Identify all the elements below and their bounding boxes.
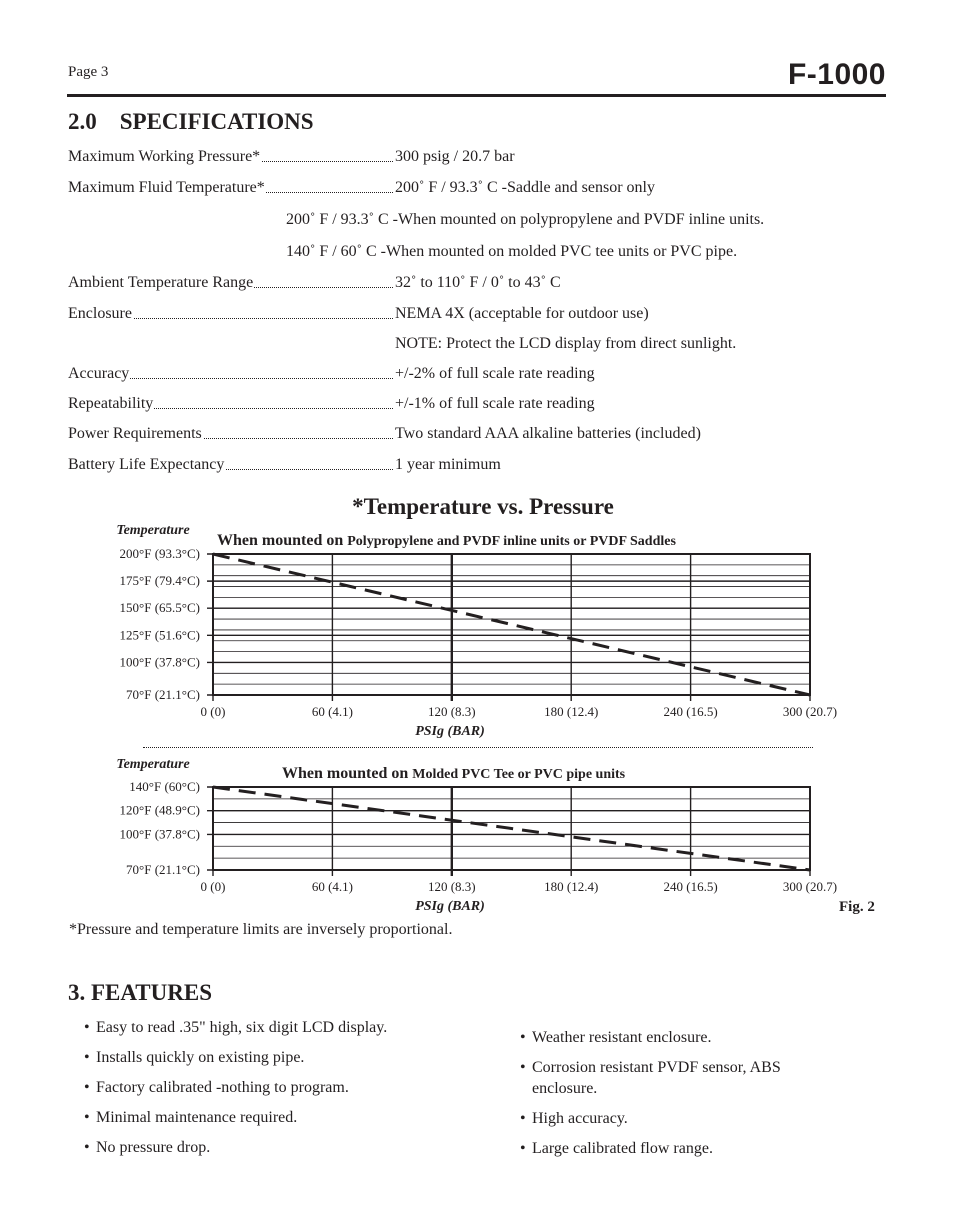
spec-label: Power Requirements bbox=[68, 423, 203, 445]
bullet-icon: • bbox=[84, 1079, 90, 1096]
spec-row bbox=[68, 454, 868, 476]
bullet-icon: • bbox=[520, 1029, 526, 1046]
feature-item bbox=[84, 1137, 504, 1158]
x-tick-label: 60 (4.1) bbox=[311, 704, 353, 719]
feature-item bbox=[84, 1077, 504, 1098]
chart-subtitle-rest: Molded PVC Tee or PVC pipe units bbox=[412, 767, 626, 782]
feature-text: Corrosion resistant PVDF sensor, ABS enclosure. bbox=[532, 1059, 781, 1097]
spec-label: Battery Life Expectancy bbox=[68, 454, 225, 476]
spec-label: Repeatability bbox=[68, 393, 154, 415]
spec-value: +/-1% of full scale rate reading bbox=[395, 395, 595, 412]
figure-title: *Temperature vs. Pressure bbox=[352, 494, 614, 519]
y-tick-label: 100°F (37.8°C) bbox=[119, 654, 200, 670]
spec-value: NEMA 4X (acceptable for outdoor use) bbox=[395, 305, 649, 322]
feature-item bbox=[84, 1107, 504, 1128]
spec-label: Maximum Fluid Temperature* bbox=[68, 177, 266, 199]
spec-value: 1 year minimum bbox=[395, 456, 501, 473]
y-tick-label: 100°F (37.8°C) bbox=[119, 826, 200, 842]
x-tick-label: 180 (12.4) bbox=[544, 879, 599, 894]
bullet-icon: • bbox=[84, 1019, 90, 1036]
y-tick-label: 175°F (79.4°C) bbox=[119, 573, 200, 589]
chart-pvc-tee bbox=[0, 752, 954, 920]
feature-text: No pressure drop. bbox=[96, 1139, 211, 1156]
spec-row bbox=[68, 303, 868, 325]
spec-label: Accuracy bbox=[68, 363, 130, 385]
x-tick-label: 240 (16.5) bbox=[663, 879, 718, 894]
features-heading: 3. FEATURES bbox=[68, 980, 212, 1005]
y-axis-title: Temperature bbox=[116, 523, 190, 538]
x-tick-label: 300 (20.7) bbox=[782, 704, 838, 719]
spec-row bbox=[68, 363, 868, 385]
chart-polypropylene-pvdf bbox=[0, 518, 954, 743]
chart-subtitle-lead: When mounted on bbox=[217, 532, 348, 549]
feature-text: Weather resistant enclosure. bbox=[532, 1029, 712, 1046]
x-tick-label: 0 (0) bbox=[200, 704, 226, 719]
spec-row bbox=[68, 272, 868, 294]
feature-text: Large calibrated flow range. bbox=[532, 1140, 713, 1157]
spec-value: 200˚ F / 93.3˚ C -Saddle and sensor only bbox=[395, 179, 655, 196]
feature-text: Minimal maintenance required. bbox=[96, 1109, 298, 1126]
series-line bbox=[213, 554, 810, 695]
feature-item bbox=[520, 1138, 840, 1159]
feature-item bbox=[84, 1017, 504, 1038]
spec-row bbox=[68, 146, 868, 168]
document-model-title: F-1000 bbox=[787, 58, 886, 91]
feature-item bbox=[520, 1027, 840, 1048]
header-rule bbox=[67, 94, 886, 97]
spec-value: Two standard AAA alkaline batteries (included) bbox=[395, 425, 701, 442]
figure-label: Fig. 2 bbox=[839, 899, 875, 915]
spec-label: Enclosure bbox=[68, 303, 133, 325]
x-tick-label: 0 (0) bbox=[200, 879, 226, 894]
spec-row bbox=[68, 423, 868, 445]
spec-value: NOTE: Protect the LCD display from direct sunlight. bbox=[395, 335, 737, 352]
spec-value: 32˚ to 110˚ F / 0˚ to 43˚ C bbox=[395, 274, 561, 291]
x-tick-label: 180 (12.4) bbox=[544, 704, 599, 719]
bullet-icon: • bbox=[84, 1049, 90, 1066]
y-tick-label: 200°F (93.3°C) bbox=[119, 546, 200, 561]
spec-row bbox=[68, 333, 868, 355]
x-tick-label: 120 (8.3) bbox=[427, 704, 476, 719]
bullet-icon: • bbox=[520, 1059, 526, 1076]
bullet-icon: • bbox=[84, 1109, 90, 1126]
feature-text: Installs quickly on existing pipe. bbox=[96, 1049, 305, 1066]
x-axis-title: PSIg (BAR) bbox=[415, 899, 485, 914]
spec-value: 140˚ F / 60˚ C -When mounted on molded PVC tee units or PVC pipe. bbox=[286, 243, 738, 260]
feature-text: High accuracy. bbox=[532, 1110, 628, 1127]
spec-label: Ambient Temperature Range bbox=[68, 272, 254, 294]
y-tick-label: 120°F (48.9°C) bbox=[119, 802, 200, 818]
spec-label: Maximum Working Pressure* bbox=[68, 146, 261, 168]
feature-text: Factory calibrated -nothing to program. bbox=[96, 1079, 349, 1096]
feature-item bbox=[520, 1108, 840, 1129]
x-axis-title: PSIg (BAR) bbox=[415, 724, 485, 739]
y-tick-label: 70°F (21.1°C) bbox=[126, 687, 200, 702]
chart-subtitle-rest: Polypropylene and PVDF inline units or PVDF Saddles bbox=[347, 534, 676, 549]
spec-row bbox=[68, 241, 868, 263]
footnote: *Pressure and temperature limits are inversely proportional. bbox=[69, 921, 453, 938]
chart-separator bbox=[143, 747, 813, 748]
x-tick-label: 300 (20.7) bbox=[782, 879, 838, 894]
x-tick-label: 240 (16.5) bbox=[663, 704, 718, 719]
y-tick-label: 140°F (60°C) bbox=[129, 779, 200, 794]
features-list-left bbox=[84, 1017, 504, 1167]
chart-subtitle bbox=[282, 765, 626, 782]
y-axis-title: Temperature bbox=[116, 757, 190, 772]
features-list-right bbox=[520, 1027, 840, 1168]
y-tick-label: 70°F (21.1°C) bbox=[126, 862, 200, 877]
feature-item bbox=[84, 1047, 504, 1068]
specifications-heading: 2.0 SPECIFICATIONS bbox=[68, 109, 314, 134]
bullet-icon: • bbox=[84, 1139, 90, 1156]
spec-row bbox=[68, 393, 868, 415]
spec-row bbox=[68, 209, 868, 231]
bullet-icon: • bbox=[520, 1110, 526, 1127]
x-tick-label: 120 (8.3) bbox=[427, 879, 476, 894]
spec-value: +/-2% of full scale rate reading bbox=[395, 365, 595, 382]
spec-value: 300 psig / 20.7 bar bbox=[395, 148, 515, 165]
spec-value: 200˚ F / 93.3˚ C -When mounted on polypropylene and PVDF inline units. bbox=[286, 211, 765, 228]
series-line bbox=[213, 787, 810, 870]
bullet-icon: • bbox=[520, 1140, 526, 1157]
page-number: Page 3 bbox=[68, 64, 109, 80]
x-tick-label: 60 (4.1) bbox=[311, 879, 353, 894]
chart-subtitle-lead: When mounted on bbox=[282, 765, 413, 782]
y-tick-label: 150°F (65.5°C) bbox=[119, 600, 200, 616]
y-tick-label: 125°F (51.6°C) bbox=[119, 627, 200, 643]
feature-text: Easy to read .35" high, six digit LCD display. bbox=[96, 1019, 388, 1036]
spec-row bbox=[68, 177, 868, 199]
feature-item bbox=[520, 1057, 840, 1099]
chart-subtitle bbox=[217, 532, 676, 549]
